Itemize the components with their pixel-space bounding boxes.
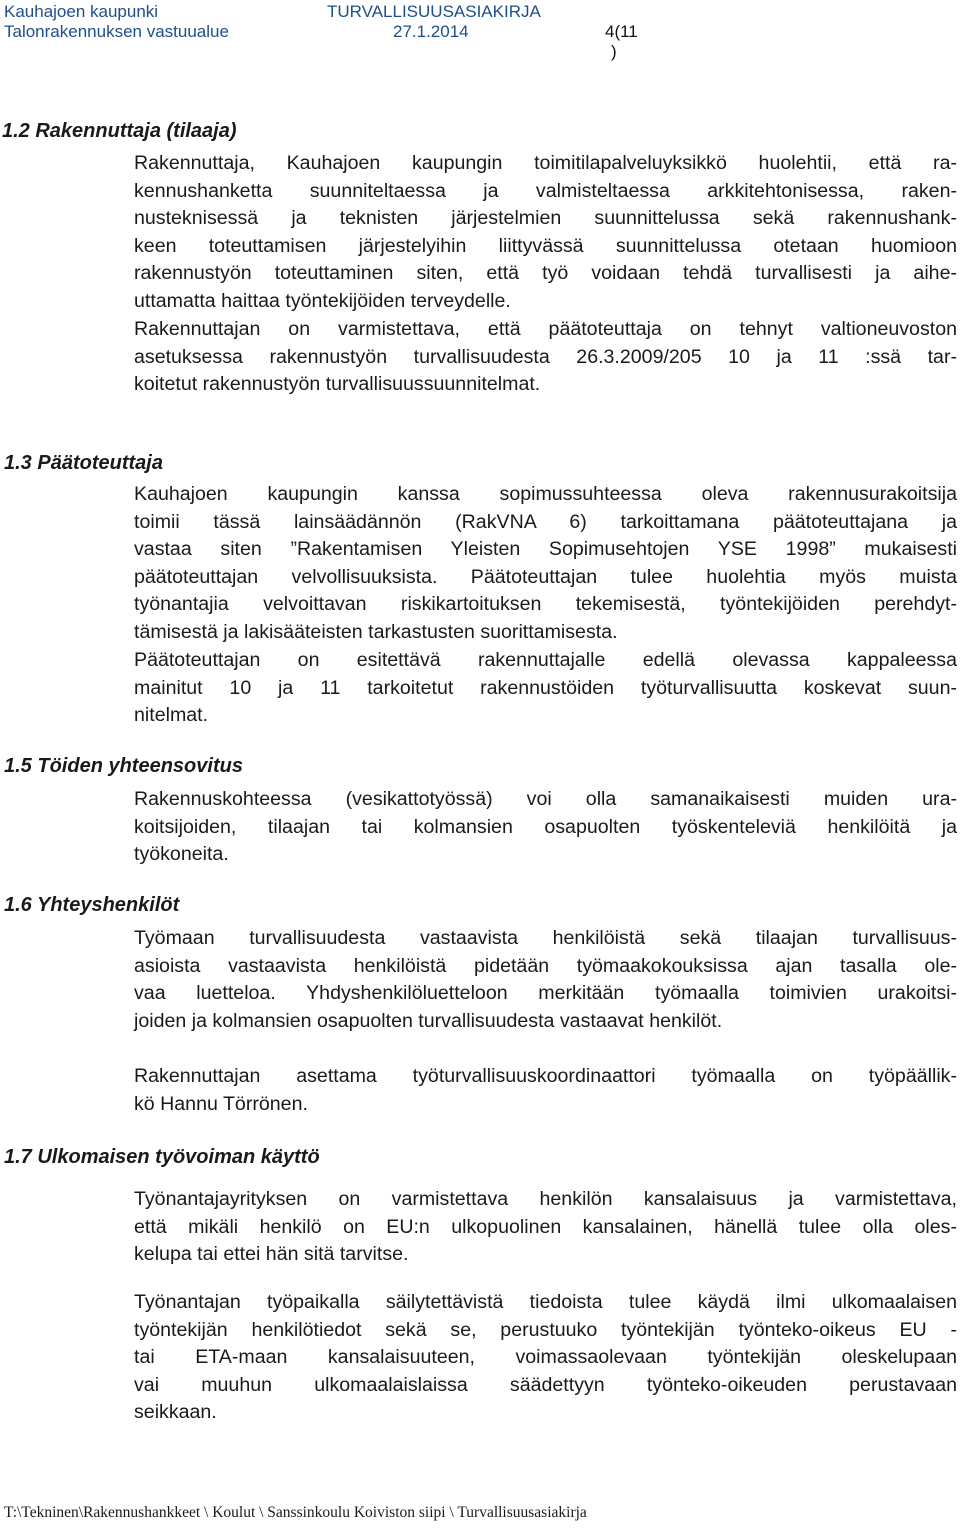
text-line: kö Hannu Törrönen. [134,1092,308,1115]
header-department: Talonrakennuksen vastuualue [4,22,229,41]
header-date: 27.1.2014 [393,22,469,41]
text-line: rakennustyön toteuttaminen siten, että työ voidaan tehdä turvallisesti ja aihe- [134,262,957,285]
header-page-number: 4(11 [605,22,638,41]
text-line: vai muuhun ulkomaalaislaissa säädettyyn työnteko-oikeuden perustavaan [134,1373,957,1396]
text-line: keen toteuttamisen järjestelyihin liittyvässä suunnittelussa otetaan huomioon [134,234,957,257]
text-line: koitetut rakennustyön turvallisuussuunnitelmat. [134,373,541,396]
section-heading-1-3: 1.3 Päätoteuttaja [4,452,163,474]
section-heading-1-7: 1.7 Ulkomaisen työvoiman käyttö [4,1146,320,1168]
section-heading-1-5: 1.5 Töiden yhteensovitus [4,755,243,777]
text-line: toimii tässä lainsäädännön (RakVNA 6) tarkoittamana päätoteuttajana ja [134,510,957,533]
text-line: Työmaan turvallisuudesta vastaavista henkilöistä sekä tilaajan turvallisuus- [134,927,957,949]
text-line: tai ETA-maan kansalaisuuteen, voimassaolevaan työntekijän oleskelupaan [134,1346,957,1369]
text-line: Työnantajayrityksen on varmistettava henkilön kansalaisuus ja varmistettava, [134,1188,957,1210]
text-line: Rakennuttajan asettama työturvallisuuskoordinaattori työmaalla on työpäällik- [134,1065,957,1087]
text-line: Rakennuttaja, Kauhajoen kaupungin toimitilapalveluyksikkö huolehtii, että ra- [134,152,957,174]
text-line: työnantajia velvoittavan riskikartoituksen tekemisestä, työntekijöiden perehdyt- [134,593,957,616]
text-line: koitsijoiden, tilaajan tai kolmansien osapuolten työskenteleviä henkilöitä ja [134,815,957,838]
text-line: nitelmat. [134,704,209,727]
text-line: tämisestä ja lakisääteisten tarkastusten suorittamisesta. [134,620,618,643]
text-line: asioista vastaavista henkilöistä pidetään työmaakokouksissa ajan tasalla ole- [134,954,957,977]
text-line: vastaa siten ”Rakentamisen Yleisten Sopimusehtojen YSE 1998” mukaisesti [134,538,957,561]
section-heading-1-2: 1.2 Rakennuttaja (tilaaja) [2,120,237,142]
header-document-title: TURVALLISUUSASIAKIRJA [327,2,541,21]
text-line: joiden ja kolmansien osapuolten turvallisuudesta vastaavat henkilöt. [134,1009,723,1032]
text-line: Rakennuskohteessa (vesikattotyössä) voi olla samanaikaisesti muiden ura- [134,788,957,810]
section-1-3-paragraph-2 [134,647,957,730]
text-line: asetuksessa rakennustyön turvallisuudesta 26.3.2009/205 10 ja 11 :ssä tar- [134,345,957,368]
text-line: mainitut 10 ja 11 tarkoitetut rakennustöiden työturvallisuutta koskevat suun- [134,676,957,699]
section-1-2-paragraph-2 [134,316,957,399]
section-1-6-paragraph-1 [134,925,957,1035]
text-line: työntekijän henkilötiedot sekä se, perustuuko työntekijän työnteko-oikeus EU - [134,1318,957,1341]
text-line: seikkaan. [134,1401,217,1424]
section-1-3-paragraph-1 [134,481,957,647]
text-line: että mikäli henkilö on EU:n ulkopuolinen kansalainen, hänellä tulee olla oles- [134,1215,957,1238]
text-line: Päätoteuttajan on esitettävä rakennuttajalle edellä olevassa kappaleessa [134,649,957,671]
section-1-2-paragraph-1 [134,150,957,316]
header-page-number-close: ) [611,42,617,61]
text-line: uttamatta haittaa työntekijöiden terveydelle. [134,289,511,312]
section-1-5-paragraph-1 [134,786,957,869]
section-heading-1-6: 1.6 Yhteyshenkilöt [4,894,180,916]
text-line: työkoneita. [134,843,229,866]
section-1-7-paragraph-1 [134,1186,957,1269]
text-line: päätoteuttajan velvollisuuksista. Päätoteuttajan tulee huolehtia myös muista [134,565,957,588]
footer-file-path: T:\Tekninen\Rakennushankkeet \ Koulut \ Sanssinkoulu Koiviston siipi \ Turvallisuusasiakirja [4,1504,587,1521]
text-line: Kauhajoen kaupungin kanssa sopimussuhteessa oleva rakennusurakoitsija [134,483,957,505]
header-organization: Kauhajoen kaupunki [4,2,159,21]
section-1-7-paragraph-2 [134,1289,957,1427]
text-line: kelupa tai ettei hän sitä tarvitse. [134,1243,409,1266]
text-line: Rakennuttajan on varmistettava, että päätoteuttaja on tehnyt valtioneuvoston [134,318,957,340]
text-line: Työnantajan työpaikalla säilytettävistä tiedoista tulee käydä ilmi ulkomaalaisen [134,1291,957,1313]
text-line: kennushanketta suunniteltaessa ja valmisteltaessa arkkitehtonisessa, raken- [134,179,957,202]
section-1-6-paragraph-2 [134,1063,957,1118]
text-line: vaa luetteloa. Yhdyshenkilöluetteloon merkitään työmaalla toimivien urakoitsi- [134,982,957,1005]
text-line: nusteknisessä ja teknisten järjestelmien suunnittelussa sekä rakennushank- [134,207,957,230]
